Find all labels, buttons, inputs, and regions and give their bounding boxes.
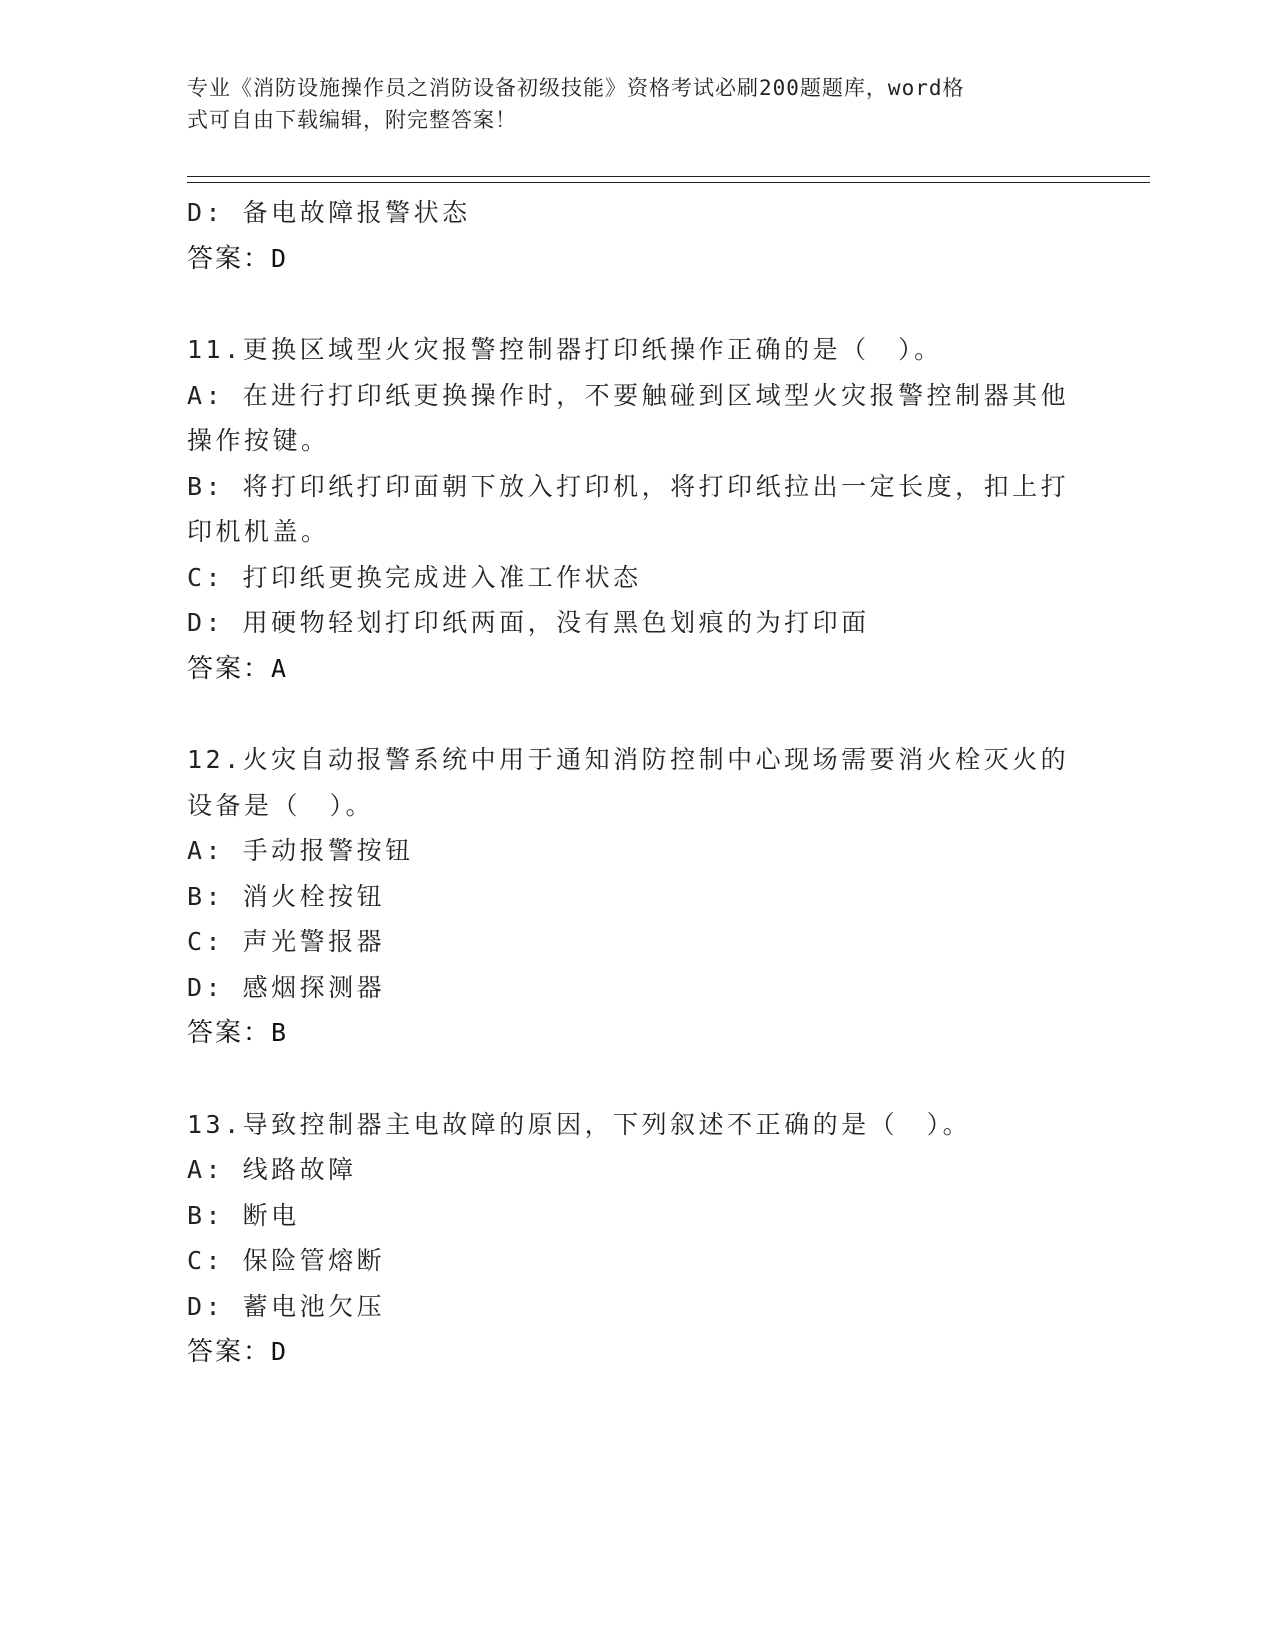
question-11 xyxy=(187,327,1087,692)
option-a: A: 线路故障 xyxy=(187,1155,357,1184)
option-b-continued: 印机机盖。 xyxy=(187,517,330,546)
question-12 xyxy=(187,737,1087,1057)
option-d: D: 用硬物轻划打印纸两面，没有黑色划痕的为打印面 xyxy=(187,608,870,637)
question-stem: 13.导致控制器主电故障的原因，下列叙述不正确的是（ ）。 xyxy=(187,1109,972,1139)
page-header xyxy=(187,72,1087,136)
question-stem: 12.火灾自动报警系统中用于通知消防控制中心现场需要消火栓灭火的 xyxy=(187,745,1070,774)
answer-label: 答案： xyxy=(187,653,272,684)
option-c: C: 声光警报器 xyxy=(187,927,386,956)
option-b: B: 断电 xyxy=(187,1200,300,1230)
answer-label: 答案： xyxy=(187,1018,272,1048)
option-a-continued: 操作按键。 xyxy=(187,426,330,455)
option-d: D: 蓄电池欠压 xyxy=(187,1291,386,1321)
question-stem-continued: 设备是（ ）。 xyxy=(187,790,375,820)
answer-label: 答案： xyxy=(187,1337,272,1367)
spacer xyxy=(187,1057,1087,1102)
document-body xyxy=(187,190,1087,1376)
answer-value: D xyxy=(271,1337,289,1366)
answer-value: B xyxy=(271,1018,289,1047)
spacer xyxy=(187,692,1087,737)
header-divider xyxy=(187,176,1150,183)
answer-line xyxy=(187,1010,1087,1057)
answer-value: A xyxy=(271,653,289,683)
question-stem: 11.更换区域型火灾报警控制器打印纸操作正确的是（ ）。 xyxy=(187,335,943,364)
option-a: A: 在进行打印纸更换操作时，不要触碰到区域型火灾报警控制器其他 xyxy=(187,380,1070,410)
answer-line xyxy=(187,236,1087,283)
option-a: A: 手动报警按钮 xyxy=(187,836,414,865)
question-13 xyxy=(187,1102,1087,1376)
option-d: D: 感烟探测器 xyxy=(187,972,386,1002)
option-b: B: 将打印纸打印面朝下放入打印机，将打印纸拉出一定长度，扣上打 xyxy=(187,471,1070,501)
answer-value: D xyxy=(271,243,289,273)
answer-line xyxy=(187,646,1087,693)
answer-line xyxy=(187,1329,1087,1376)
option-c: C: 保险管熔断 xyxy=(187,1246,386,1275)
option-d: D: 备电故障报警状态 xyxy=(187,198,471,227)
header-line-1: 专业《消防设施操作员之消防设备初级技能》资格考试必刷200题题库，word格 xyxy=(187,76,965,100)
header-line-2: 式可自由下载编辑，附完整答案！ xyxy=(187,108,517,132)
spacer xyxy=(187,282,1087,327)
option-c: C: 打印纸更换完成进入准工作状态 xyxy=(187,562,642,592)
option-b: B: 消火栓按钮 xyxy=(187,881,386,911)
continued-question xyxy=(187,190,1087,282)
answer-label: 答案： xyxy=(187,243,272,274)
